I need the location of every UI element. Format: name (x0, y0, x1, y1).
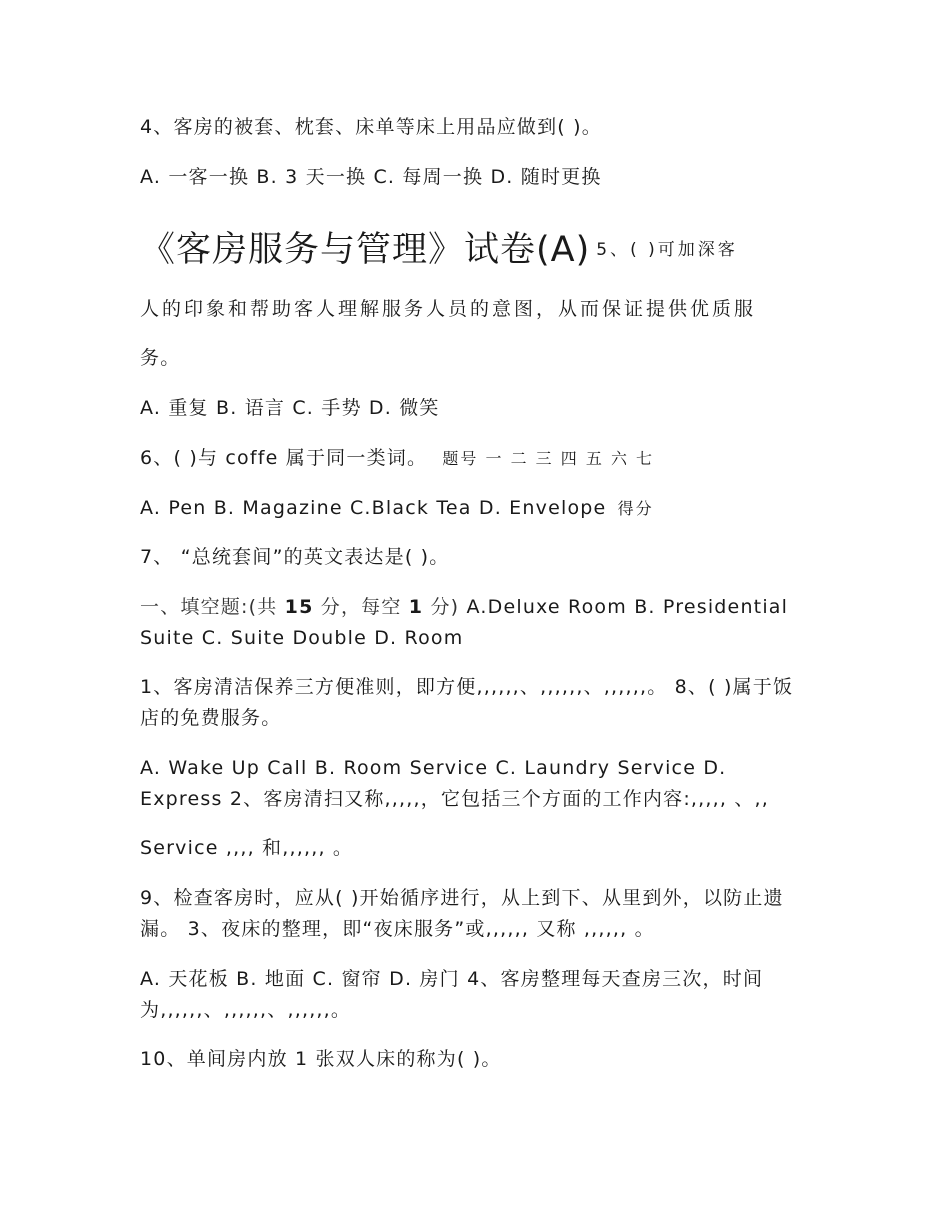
question-4-options: A. 一客一换 B. 3 天一换 C. 每周一换 D. 随时更换 (140, 166, 602, 188)
question-7-options: A.Deluxe Room B. Presidential Suite C. Suite Double D. Room (140, 596, 789, 649)
question-4-stem: 4、客房的被套、枕套、床单等床上用品应做到( )。 (140, 116, 602, 138)
section-1-row (140, 592, 810, 654)
question-5-stem-line1: 人的印象和帮助客人理解服务人员的意图，从而保证提供优质服 (140, 298, 757, 320)
section-1-middle: 分，每空 (313, 596, 409, 618)
question-5-stem-line2: 务。 (140, 347, 181, 369)
question-5-options: A. 重复 B. 语言 C. 手势 D. 微笑 (140, 397, 440, 419)
section-1-points: 15 (284, 596, 314, 618)
question-6-row (140, 443, 810, 474)
section-1-each: 1 (408, 596, 424, 618)
question-5-stem-start: 5、( )可加深客 (596, 239, 738, 260)
question-6-stem: 6、( )与 coffe 属于同一类词。 (140, 447, 428, 469)
section-1-suffix: 分) (423, 596, 460, 618)
exam-title (140, 222, 810, 272)
score-label: 得分 (617, 499, 654, 518)
question-8-options: A. Wake Up Call B. Room Service C. Laundry Service D. Express 2、客房清扫又称,,,,,，它包括三个方面的工作内容:,,,,, 、,, (140, 757, 770, 810)
question-7-stem: 7、 “总统套间”的英文表达是( )。 (140, 546, 450, 568)
fill-1-text: 1、客房清洁保养三方便准则，即方便,,,,,,、,,,,,,、,,,,,,。 8、( )属于饭店的免费服务。 (140, 676, 794, 729)
section-1-prefix: 一、填空题:(共 (140, 596, 285, 618)
score-table-header: 题号 一 二 三 四 五 六 七 (442, 449, 655, 468)
question-6-row2 (140, 493, 810, 524)
question-6-options: A. Pen B. Magazine C.Black Tea D. Envelope (140, 497, 607, 519)
question-10-stem: 10、单间房内放 1 张双人床的称为( )。 (140, 1048, 502, 1070)
question-9-text: 9、检查客房时，应从( )开始循序进行，从上到下、从里到外，以防止遗漏。 3、夜床的整理，即“夜床服务”或,,,,,, 又称 ,,,,,, 。 (140, 887, 784, 940)
question-9-options: A. 天花板 B. 地面 C. 窗帘 D. 房门 4、客房整理每天查房三次，时间为,,,,,,、,,,,,,、,,,,,,。 (140, 968, 764, 1021)
question-8-continuation: Service ,,,, 和,,,,,, 。 (140, 837, 354, 859)
exam-title-main: 《客房服务与管理》试卷(A) (140, 230, 591, 270)
